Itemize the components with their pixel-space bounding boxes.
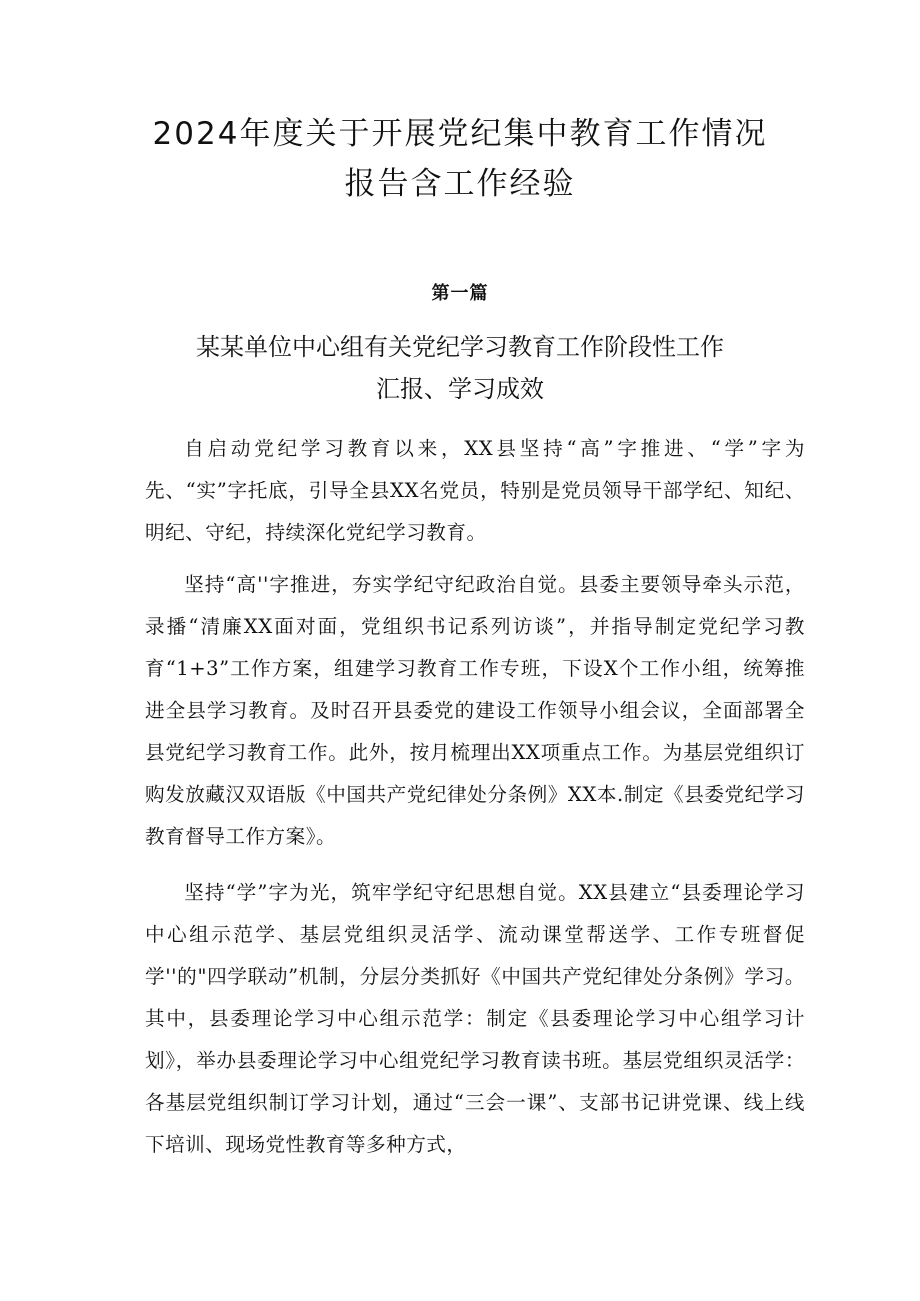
body-paragraph-intro: 自启动党纪学习教育以来，XX县坚持“高”字推进、“学”字为先、“实”字托底，引导全县XX名党员，特别是党员领导干部学纪、知纪、明纪、守纪，持续深化党纪学习教育。 bbox=[145, 437, 805, 544]
section-subtitle bbox=[100, 326, 820, 410]
section-subtitle-line-2: 汇报、学习成效 bbox=[376, 375, 544, 403]
document-title-line-2: 报告含工作经验 bbox=[344, 166, 576, 202]
body-paragraph-gao: 坚持“高''字推进，夯实学纪守纪政治自觉。县委主要领导牵头示范，录播“清廉XX面对面，党组织书记系列访谈”，并指导制定党纪学习教育“1+3”工作方案，组建学习教育工作专班，下设X个工作小组，统筹推进全县学习教育。及时召开县委党的建设工作领导小组会议，全面部署全县党纪学习教育工作。此外，按月梳理出XX项重点工作。为基层党组织订购发放藏汉双语版《中国共产党纪律处分条例》XX本.制定《县委党纪学习教育督导工作方案》。 bbox=[145, 573, 805, 848]
section-subtitle-line-1: 某某单位中心组有关党纪学习教育工作阶段性工作 bbox=[196, 333, 724, 361]
document-title-line-1: 2024年度关于开展党纪集中教育工作情况 bbox=[152, 116, 768, 152]
document-title bbox=[100, 109, 820, 209]
body-paragraph-xue: 坚持“学”字为光，筑牢学纪守纪思想自觉。XX县建立“县委理论学习中心组示范学、基层党组织灵活学、流动课堂帮送学、工作专班督促学''的"四学联动”机制，分层分类抓好《中国共产党纪律处分条例》学习。其中，县委理论学习中心组示范学：制定《县委理论学习中心组学习计划》，举办县委理论学习中心组党纪学习教育读书班。基层党组织灵活学：各基层党组织制订学习计划，通过“三会一课”、支部书记讲党课、线上线下培训、现场党性教育等多种方式， bbox=[145, 881, 805, 1156]
section-label: 第一篇 bbox=[431, 283, 489, 304]
